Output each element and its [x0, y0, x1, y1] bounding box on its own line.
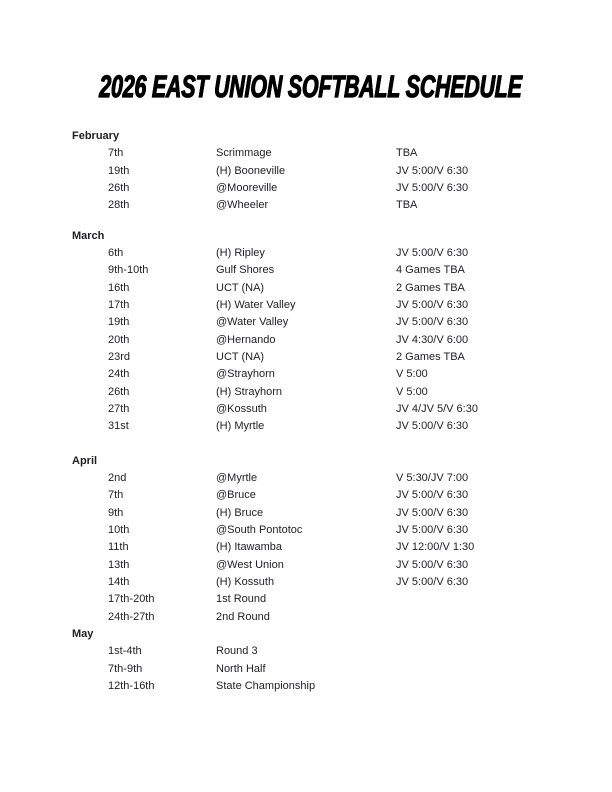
game-row: [72, 557, 572, 574]
game-date: 27th: [108, 402, 130, 415]
game-opponent: @Mooreville: [216, 181, 278, 194]
game-date: 24th-27th: [108, 610, 155, 623]
game-opponent: @Hernando: [216, 333, 276, 346]
game-row: [72, 418, 572, 435]
game-opponent: (H) Itawamba: [216, 541, 283, 554]
game-date: 19th: [108, 164, 130, 177]
schedule: [0, 128, 612, 695]
game-opponent: Gulf Shores: [216, 264, 275, 277]
game-time: TBA: [396, 199, 418, 212]
month-section: [72, 626, 572, 695]
game-time: JV 5:00/V 6:30: [396, 420, 469, 433]
game-time: JV 12:00/V 1:30: [396, 541, 475, 554]
game-opponent: UCT (NA): [216, 350, 265, 363]
game-opponent: @Strayhorn: [216, 368, 275, 381]
game-time: JV 5:00/V 6:30: [396, 506, 469, 519]
game-time: 2 Games TBA: [396, 281, 465, 294]
game-time: [396, 678, 572, 695]
game-time: JV 5:00/V 6:30: [396, 298, 469, 311]
game-opponent: @Myrtle: [216, 471, 258, 484]
game-row: [72, 297, 572, 314]
game-date: 10th: [108, 523, 130, 536]
game-row: [72, 609, 572, 626]
game-row: [72, 661, 572, 678]
game-opponent: North Half: [216, 662, 266, 675]
game-date: 11th: [108, 541, 129, 554]
game-opponent: (H) Booneville: [216, 164, 286, 177]
game-date: 20th: [108, 333, 130, 346]
month-section: [72, 453, 572, 626]
game-row: [72, 470, 572, 487]
month-section: [72, 128, 572, 215]
game-opponent: State Championship: [216, 679, 316, 692]
game-row: [72, 591, 572, 608]
month-section: [72, 228, 572, 436]
section-rows: [72, 245, 572, 436]
game-opponent: Scrimmage: [216, 147, 272, 160]
month-header: April: [72, 454, 98, 467]
game-row: [72, 163, 572, 180]
game-row: [72, 280, 572, 297]
game-time: JV 4/JV 5/V 6:30: [396, 402, 478, 415]
game-date: 17th-20th: [108, 593, 155, 606]
page-title: 2026 EAST UNION SOFTBALL SCHEDULE: [98, 69, 523, 104]
game-opponent: @Bruce: [216, 489, 256, 502]
game-row: [72, 262, 572, 279]
game-row: [72, 678, 572, 695]
game-opponent: (H) Water Valley: [216, 298, 296, 311]
game-time: JV 5:00/V 6:30: [396, 523, 469, 536]
page-title-row: [0, 70, 612, 104]
game-date: 6th: [108, 246, 124, 259]
game-row: [72, 643, 572, 660]
section-rows: [72, 470, 572, 626]
game-row: [72, 384, 572, 401]
game-row: [72, 332, 572, 349]
game-date: 23rd: [108, 350, 131, 363]
game-date: 14th: [108, 575, 130, 588]
game-time: JV 5:00/V 6:30: [396, 316, 469, 329]
game-opponent: @Water Valley: [216, 316, 289, 329]
game-opponent: (H) Bruce: [216, 506, 264, 519]
game-time: V 5:00: [396, 385, 428, 398]
game-time: 4 Games TBA: [396, 264, 465, 277]
game-opponent: @West Union: [216, 558, 284, 571]
game-opponent: Round 3: [216, 645, 258, 658]
game-time: JV 5:00/V 6:30: [396, 164, 469, 177]
game-date: 7th-9th: [108, 662, 143, 675]
game-date: 16th: [108, 281, 130, 294]
game-opponent: (H) Myrtle: [216, 420, 265, 433]
game-time: [396, 661, 572, 678]
game-date: 12th-16th: [108, 679, 155, 692]
section-rows: [72, 145, 572, 214]
game-opponent: UCT (NA): [216, 281, 265, 294]
game-row: [72, 366, 572, 383]
game-row: [72, 197, 572, 214]
game-date: 13th: [108, 558, 130, 571]
month-header: May: [72, 627, 94, 640]
game-time: [396, 609, 572, 626]
game-time: 2 Games TBA: [396, 350, 465, 363]
game-date: 26th: [108, 385, 130, 398]
game-date: 7th: [108, 147, 124, 160]
game-date: 9th: [108, 506, 124, 519]
game-row: [72, 574, 572, 591]
game-row: [72, 314, 572, 331]
game-date: 31st: [108, 420, 129, 433]
game-time: V 5:30/JV 7:00: [396, 471, 469, 484]
game-row: [72, 539, 572, 556]
game-row: [72, 180, 572, 197]
game-row: [72, 349, 572, 366]
section-rows: [72, 643, 572, 695]
game-date: 17th: [108, 298, 130, 311]
month-header: March: [72, 229, 105, 242]
game-opponent: (H) Ripley: [216, 246, 265, 259]
month-header: February: [72, 130, 120, 142]
game-time: JV 5:00/V 6:30: [396, 575, 469, 588]
game-time: [396, 591, 572, 608]
game-date: 9th-10th: [108, 264, 149, 277]
game-row: [72, 145, 572, 162]
game-date: 19th: [108, 316, 130, 329]
game-time: JV 5:00/V 6:30: [396, 181, 469, 194]
game-time: TBA: [396, 147, 418, 160]
game-time: V 5:00: [396, 368, 428, 381]
game-row: [72, 245, 572, 262]
game-date: 24th: [108, 368, 130, 381]
game-date: 1st-4th: [108, 645, 142, 658]
game-date: 28th: [108, 199, 130, 212]
game-row: [72, 401, 572, 418]
game-opponent: (H) Kossuth: [216, 575, 275, 588]
game-row: [72, 487, 572, 504]
game-date: 26th: [108, 181, 130, 194]
game-opponent: (H) Strayhorn: [216, 385, 283, 398]
game-opponent: 2nd Round: [216, 610, 270, 623]
game-opponent: @South Pontotoc: [216, 523, 303, 536]
game-opponent: @Kossuth: [216, 402, 267, 415]
game-row: [72, 505, 572, 522]
game-row: [72, 522, 572, 539]
game-time: JV 5:00/V 6:30: [396, 489, 469, 502]
game-opponent: 1st Round: [216, 593, 267, 606]
game-date: 2nd: [108, 471, 127, 484]
game-time: JV 4:30/V 6:00: [396, 333, 469, 346]
game-date: 7th: [108, 489, 124, 502]
game-time: [396, 643, 572, 660]
game-opponent: @Wheeler: [216, 199, 269, 212]
game-time: JV 5:00/V 6:30: [396, 246, 469, 259]
game-time: JV 5:00/V 6:30: [396, 558, 469, 571]
